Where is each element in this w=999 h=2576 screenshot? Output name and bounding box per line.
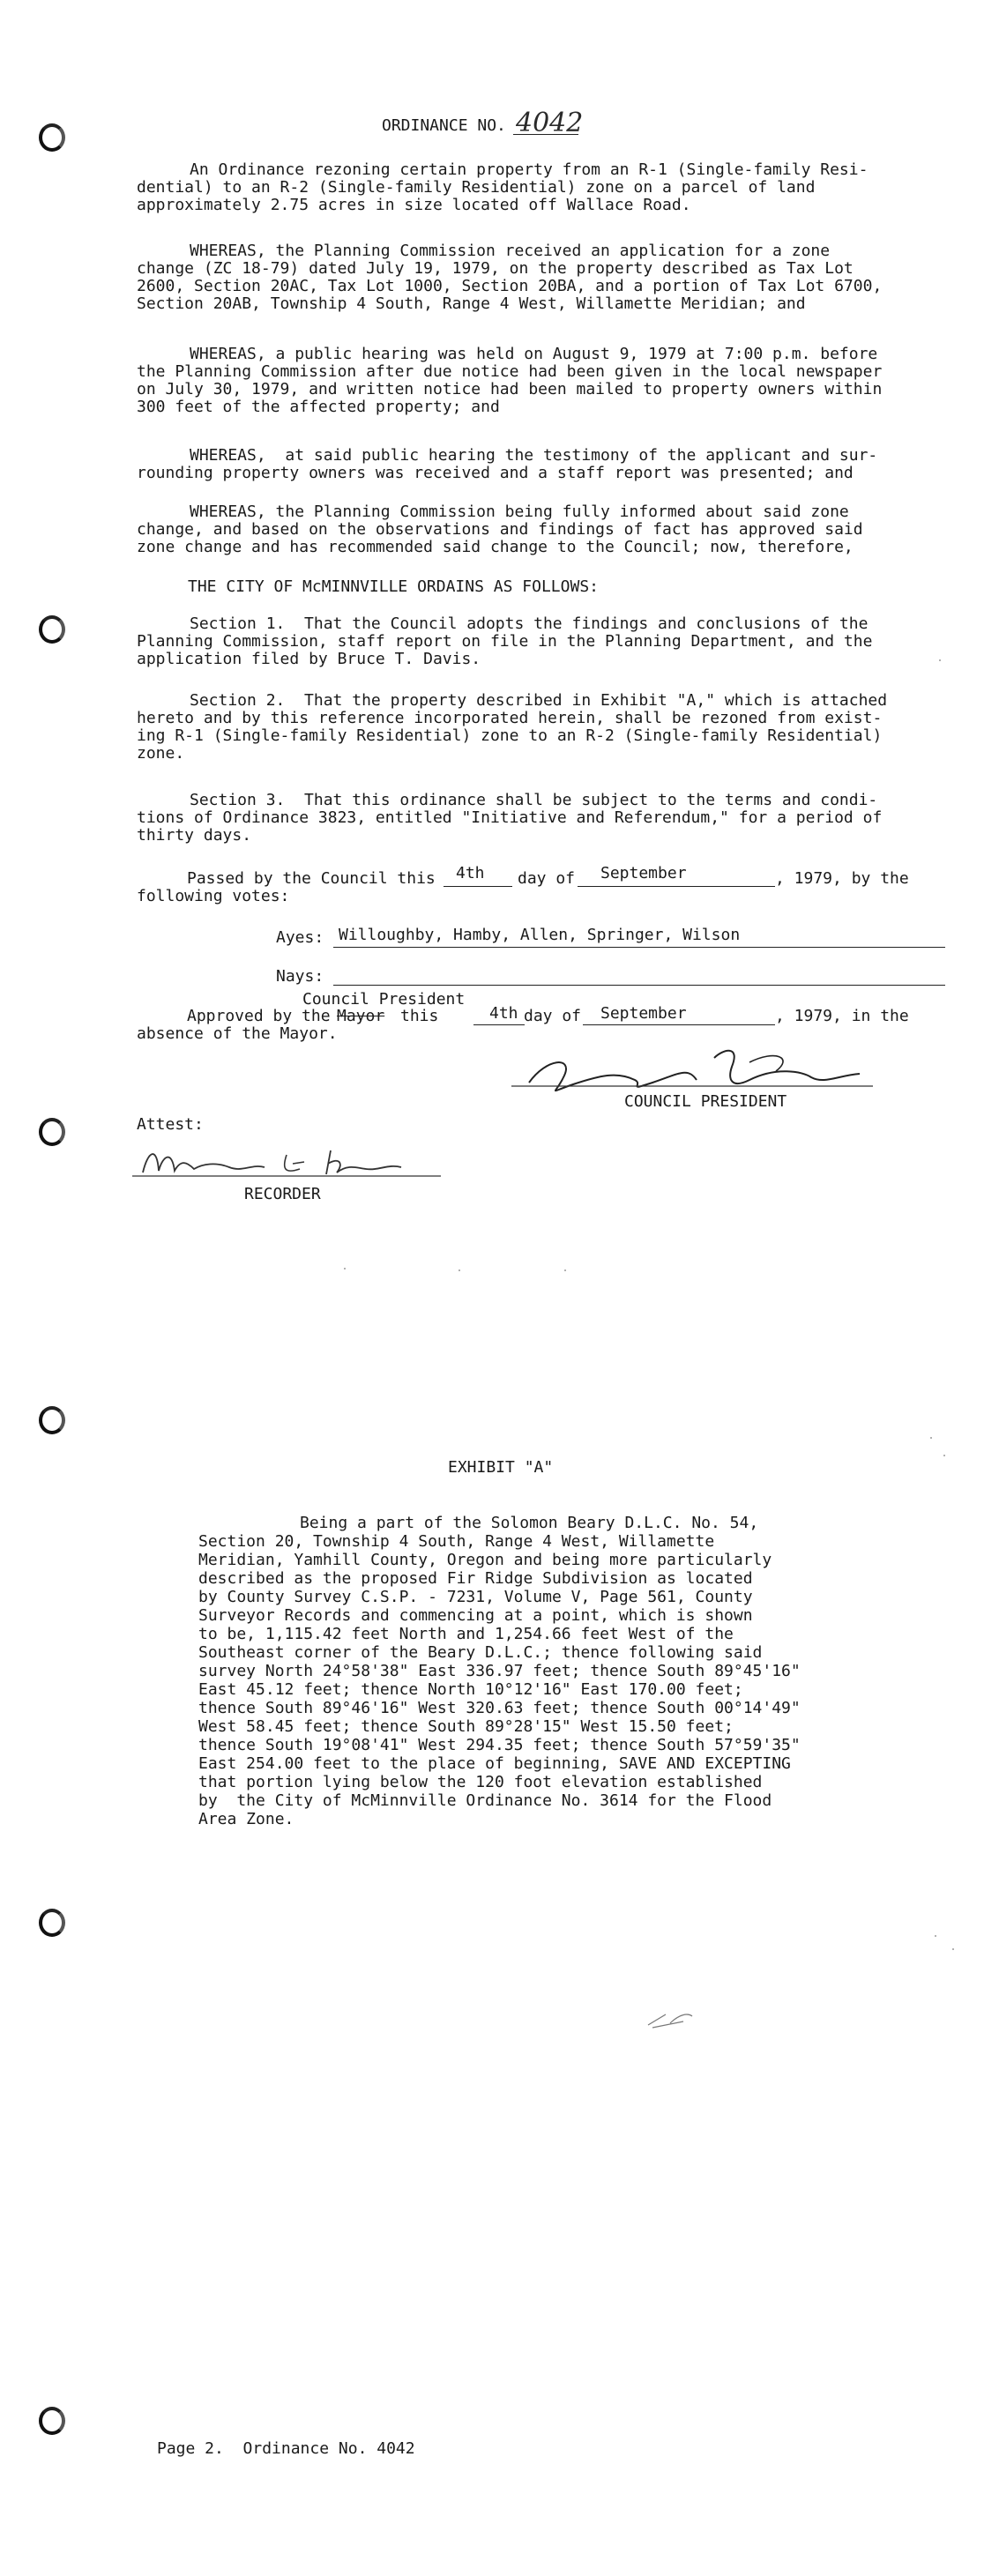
- scan-speck: [952, 1948, 954, 1950]
- scan-speck: [935, 1935, 936, 1937]
- approved-month-value: September: [600, 1004, 687, 1023]
- text-line: hereto and by this reference incorporated herein, shall be rezoned from exist-: [137, 709, 883, 727]
- text-line: Being a part of the Solomon Beary D.L.C. No. 54,: [300, 1514, 759, 1532]
- approved-line-2: absence of the Mayor.: [137, 1024, 338, 1043]
- text-line: survey North 24°58'38" East 336.97 feet; thence South 89°45'16": [198, 1662, 801, 1680]
- approved-prefix: Approved by the: [187, 1007, 331, 1025]
- approved-month-line: [583, 1024, 775, 1025]
- ordinance-number-line: [513, 134, 578, 135]
- recorder-signature: [132, 1137, 450, 1190]
- text-line: Section 20AB, Township 4 South, Range 4 West, Willamette Meridian; and: [137, 294, 806, 313]
- approved-this: this: [400, 1007, 439, 1025]
- text-line: 300 feet of the affected property; and: [137, 398, 500, 416]
- text-line: to be, 1,115.42 feet North and 1,254.66 feet West of the: [198, 1625, 734, 1643]
- text-line: that portion lying below the 120 foot elevation established: [198, 1773, 763, 1791]
- text-line: An Ordinance rezoning certain property from an R-1 (Single-family Resi-: [190, 160, 869, 179]
- text-line: by County Survey C.S.P. - 7231, Volume V, Page 561, County: [198, 1588, 753, 1606]
- page-footer: Page 2. Ordinance No. 4042: [157, 2439, 415, 2458]
- text-line: Section 3. That this ordinance shall be subject to the terms and condi-: [190, 791, 878, 809]
- text-line: Section 1. That the Council adopts the findings and conclusions of the: [190, 614, 869, 633]
- text-line: thence South 89°46'16" West 320.63 feet; thence South 00°14'49": [198, 1699, 801, 1717]
- ayes-names: Willoughby, Hamby, Allen, Springer, Wilson: [339, 926, 741, 944]
- binder-hole: [39, 615, 65, 644]
- nays-line: [333, 985, 945, 986]
- passed-year-text: , 1979, by the: [775, 869, 909, 888]
- exhibit-title: EXHIBIT "A": [448, 1458, 554, 1477]
- text-line: WHEREAS, a public hearing was held on August 9, 1979 at 7:00 p.m. before: [190, 345, 878, 363]
- text-line: Meridian, Yamhill County, Oregon and being more particularly: [198, 1551, 772, 1569]
- text-line: WHEREAS, the Planning Commission being fully informed about said zone: [190, 503, 849, 521]
- scan-speck: [930, 1437, 932, 1439]
- text-line: East 45.12 feet; thence North 10°12'16" East 170.00 feet;: [198, 1680, 743, 1699]
- text-line: Section 2. That the property described in Exhibit "A," which is attached: [190, 691, 888, 710]
- approved-inserted-title: Council President: [302, 990, 466, 1009]
- ordinance-number-handwritten: 4042: [516, 108, 584, 138]
- passed-line-2: following votes:: [137, 887, 290, 905]
- approved-day-line: [473, 1024, 525, 1025]
- binder-hole: [39, 1909, 65, 1937]
- text-line: thirty days.: [137, 826, 252, 845]
- scan-speck: [344, 1268, 346, 1269]
- text-line: application filed by Bruce T. Davis.: [137, 650, 481, 668]
- text-line: approximately 2.75 acres in size located off Wallace Road.: [137, 196, 691, 214]
- text-line: by the City of McMinnville Ordinance No. 3614 for the Flood: [198, 1791, 772, 1810]
- text-line: zone change and has recommended said change to the Council; now, therefore,: [137, 538, 854, 556]
- text-line: Southeast corner of the Beary D.L.C.; thence following said: [198, 1643, 763, 1662]
- council-president-title: COUNCIL PRESIDENT: [624, 1092, 787, 1111]
- approved-day-of: day of: [524, 1007, 582, 1025]
- text-line: ing R-1 (Single-family Residential) zone to an R-2 (Single-family Residential): [137, 726, 883, 745]
- approved-day-value: 4th: [489, 1004, 518, 1023]
- text-line: East 254.00 feet to the place of beginning, SAVE AND EXCEPTING: [198, 1754, 791, 1773]
- text-line: WHEREAS, the Planning Commission received an application for a zone: [190, 242, 831, 260]
- text-line: tions of Ordinance 3823, entitled "Initiative and Referendum," for a period of: [137, 808, 883, 827]
- passed-day-line: [444, 886, 512, 887]
- text-line: on July 30, 1979, and written notice had been mailed to property owners within: [137, 380, 883, 398]
- text-line: change (ZC 18-79) dated July 19, 1979, on the property described as Tax Lot: [137, 259, 854, 278]
- passed-month-line: [578, 886, 775, 887]
- text-line: zone.: [137, 744, 185, 763]
- binder-hole: [39, 2407, 65, 2435]
- text-line: dential) to an R-2 (Single-family Residential) zone on a parcel of land: [137, 178, 816, 197]
- binder-hole: [39, 123, 65, 152]
- scan-speck: [943, 1455, 945, 1456]
- text-line: thence South 19°08'41" West 294.35 feet; thence South 57°59'35": [198, 1736, 801, 1754]
- binder-hole: [39, 1406, 65, 1434]
- text-line: Planning Commission, staff report on file in the Planning Department, and the: [137, 632, 873, 651]
- passed-month-value: September: [600, 864, 687, 882]
- scan-speck: [564, 1269, 566, 1271]
- text-line: WHEREAS, at said public hearing the testimony of the applicant and sur-: [190, 446, 878, 465]
- text-line: 2600, Section 20AC, Tax Lot 1000, Section 20BA, and a portion of Tax Lot 6700,: [137, 277, 883, 295]
- scan-speck: [939, 659, 941, 661]
- scan-speck: [458, 1269, 460, 1271]
- passed-prefix: Passed by the Council this: [187, 869, 436, 888]
- ayes-label: Ayes:: [276, 928, 324, 947]
- recorder-title: RECORDER: [244, 1185, 321, 1203]
- nays-label: Nays:: [276, 967, 324, 986]
- text-line: change, and based on the observations and findings of fact has approved said: [137, 520, 863, 539]
- text-line: Surveyor Records and commencing at a point, which is shown: [198, 1606, 753, 1625]
- text-line: the Planning Commission after due notice had been given in the local newspaper: [137, 362, 883, 381]
- passed-day-value: 4th: [456, 864, 485, 882]
- ayes-line: [333, 947, 945, 948]
- text-line: Section 20, Township 4 South, Range 4 West, Willamette: [198, 1532, 715, 1551]
- ordinance-title-label: ORDINANCE NO.: [382, 116, 506, 135]
- ordains-heading: THE CITY OF McMINNVILLE ORDAINS AS FOLLOWS:: [188, 577, 599, 596]
- stray-mark: [644, 2006, 697, 2032]
- text-line: rounding property owners was received and a staff report was presented; and: [137, 464, 854, 482]
- binder-hole: [39, 1118, 65, 1146]
- attest-label: Attest:: [137, 1115, 204, 1134]
- approved-struck-mayor: Mayor: [337, 1007, 385, 1025]
- approved-year-text: , 1979, in the: [775, 1007, 909, 1025]
- text-line: described as the proposed Fir Ridge Subdivision as located: [198, 1569, 753, 1588]
- text-line: Area Zone.: [198, 1810, 294, 1828]
- passed-day-of: day of: [518, 869, 576, 888]
- text-line: West 58.45 feet; thence South 89°28'15" West 15.50 feet;: [198, 1717, 734, 1736]
